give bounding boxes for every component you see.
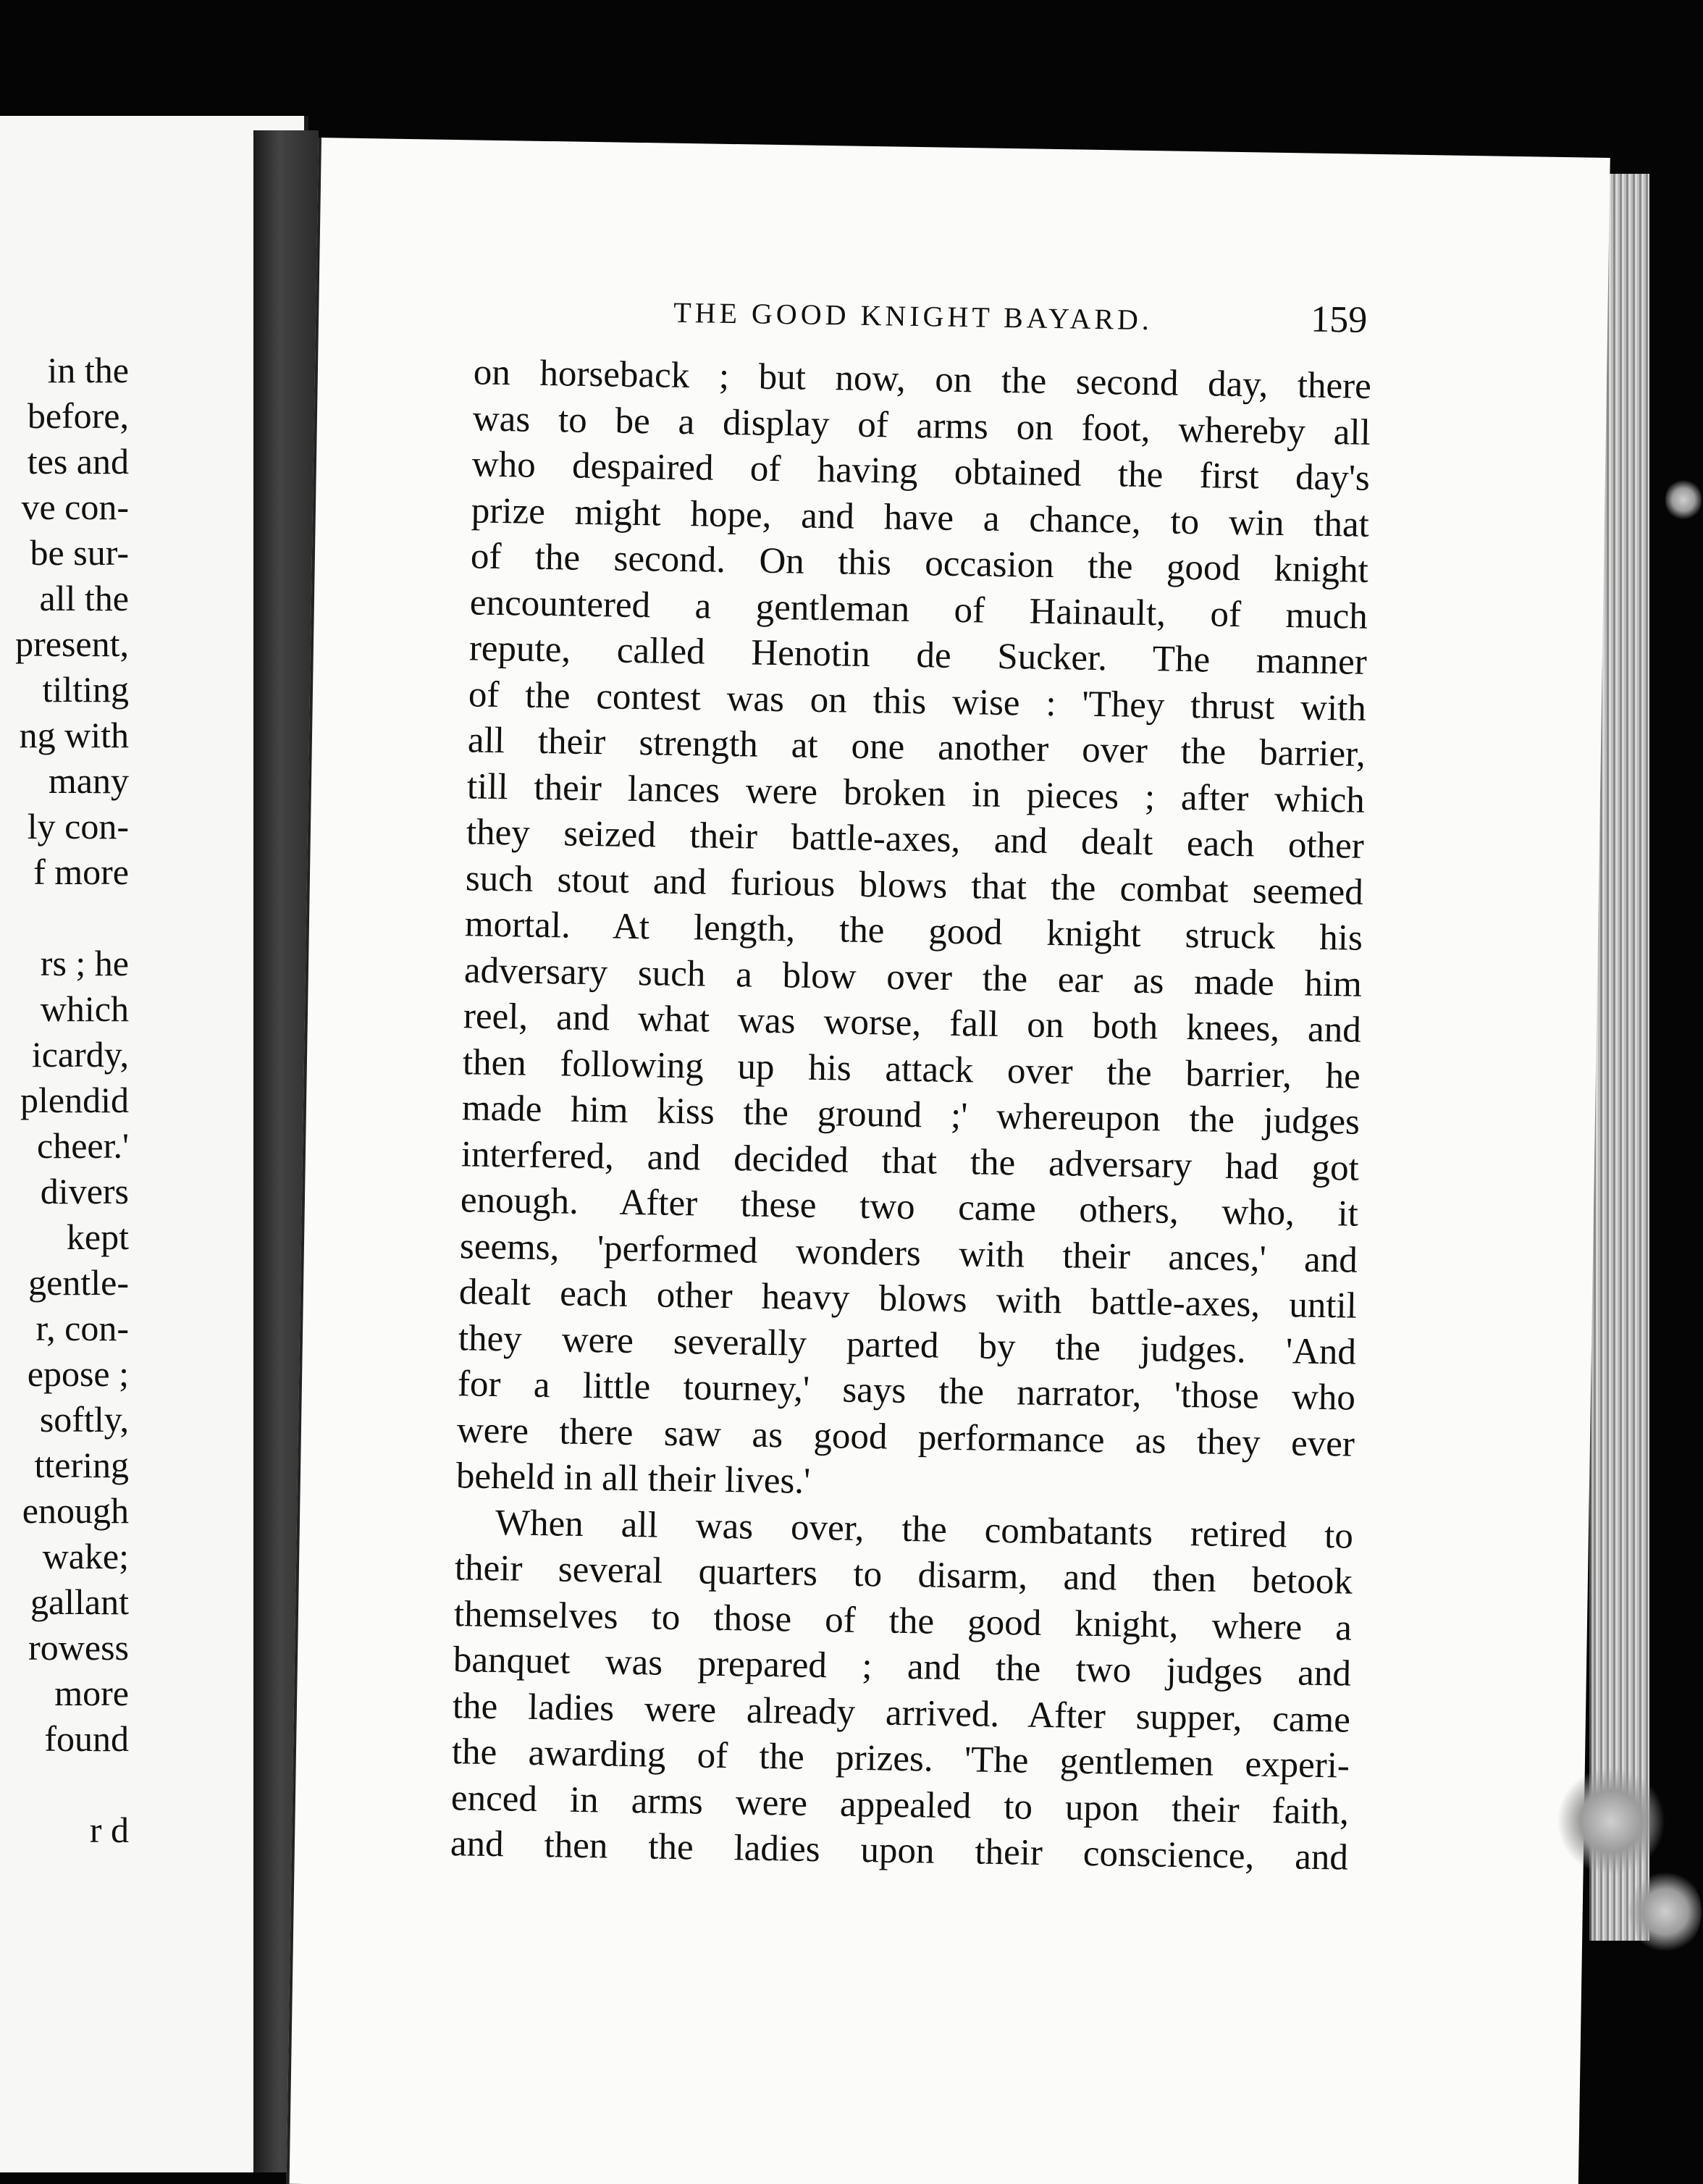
left-line: before, — [27, 395, 129, 436]
text-line: made him kiss the ground ;' whereupon the judges — [461, 1088, 1361, 1143]
text-line: of the contest was on this wise : 'They thrust with — [468, 673, 1367, 729]
text-line: then following up his attack over the barrier, he — [462, 1041, 1361, 1097]
left-line: in the — [47, 350, 129, 390]
text-line: they seized their battle-axes, and dealt each other — [466, 812, 1365, 867]
text-line: who despaired of having obtained the first day's — [471, 444, 1371, 499]
page-number: 159 — [1310, 298, 1368, 341]
text-line: repute, called Henotin de Sucker. The manner — [468, 628, 1368, 683]
left-line: plendid — [20, 1080, 129, 1120]
left-line: all the — [39, 578, 129, 618]
left-line: found — [44, 1718, 129, 1759]
text-line: beheld in all their lives.' — [455, 1456, 811, 1502]
left-line: ng with — [19, 715, 129, 755]
main-page — [287, 138, 1610, 2184]
text-line: such stout and furious blows that the combat seemed — [465, 857, 1364, 913]
left-line: epose ; — [27, 1353, 129, 1394]
text-line: and then the ladies upon their conscience, and — [450, 1823, 1349, 1878]
edge-smudge — [1557, 1767, 1665, 1876]
text-line: enough. After these two came others, who, it — [460, 1180, 1359, 1235]
left-line: present, — [15, 623, 129, 664]
text-line: mortal. At length, the good knight struck his — [464, 904, 1363, 959]
left-line: tilting — [42, 669, 129, 710]
left-line: softly, — [39, 1399, 129, 1440]
text-line: seems, 'performed wonders with their ances,' and — [459, 1225, 1358, 1281]
left-line — [0, 895, 129, 941]
left-line: gallant — [30, 1582, 129, 1622]
left-line: cheer.' — [37, 1125, 129, 1166]
edge-smudge — [1665, 478, 1702, 521]
text-line: all their strength at one another over the barrier, — [467, 720, 1366, 775]
text-line: enced in arms were appealed to upon their faith, — [450, 1777, 1350, 1833]
text-line: banquet was prepared ; and the two judges and — [453, 1639, 1352, 1694]
left-line: divers — [40, 1171, 129, 1211]
left-line: ly con- — [27, 806, 129, 847]
left-line: ttering — [34, 1445, 129, 1485]
text-line: interfered, and decided that the adversary had got — [461, 1133, 1360, 1189]
text-line: their several quarters to disarm, and then betook — [454, 1547, 1353, 1603]
left-line: gentle- — [28, 1262, 129, 1303]
left-line: rowess — [28, 1627, 129, 1668]
left-line: r, con- — [35, 1308, 129, 1348]
text-line: were there saw as good performance as they ever — [456, 1409, 1355, 1465]
text-line: adversary such a blow over the ear as made him — [463, 949, 1363, 1005]
text-line: they were severally parted by the judges. 'And — [458, 1317, 1357, 1373]
text-line: prize might hope, and have a chance, to win that — [471, 490, 1370, 545]
running-head: THE GOOD KNIGHT BAYARD. — [673, 295, 1153, 337]
text-line: When all was over, the combatants retired to — [495, 1502, 1354, 1557]
left-line: tes and — [27, 441, 129, 482]
text-line: the ladies were already arrived. After supper, came — [452, 1685, 1351, 1741]
left-line: be sur- — [30, 532, 129, 573]
text-line: on horseback ; but now, on the second day, there — [473, 352, 1372, 407]
text-line: of the second. On this occasion the good knight — [470, 536, 1369, 591]
left-line: wake; — [42, 1536, 129, 1576]
left-page-text — [0, 348, 129, 1853]
text-line: till their lances were broken in pieces ; after which — [466, 765, 1366, 821]
text-line: themselves to those of the good knight, where a — [453, 1593, 1353, 1649]
edge-smudge — [1629, 1868, 1702, 1955]
text-line: dealt each other heavy blows with battle-axes, until — [458, 1272, 1358, 1327]
left-line: f more — [33, 852, 129, 892]
text-line: for a little tourney,' says the narrator, 'those who — [457, 1364, 1356, 1419]
left-line: icardy, — [31, 1034, 129, 1075]
text-line: reel, and what was worse, fall on both knees, and — [463, 996, 1362, 1051]
left-line: ve con- — [21, 487, 129, 527]
left-line: many — [48, 760, 129, 801]
text-line: the awarding of the prizes. 'The gentlemen experi- — [451, 1731, 1350, 1786]
text-line: encountered a gentleman of Hainault, of much — [469, 581, 1368, 637]
left-line: kept — [66, 1217, 129, 1257]
left-line: which — [40, 988, 129, 1029]
left-line: more — [54, 1673, 129, 1713]
body-text — [450, 350, 1372, 1881]
text-line: was to be a display of arms on foot, whereby all — [472, 398, 1371, 453]
left-line: enough — [22, 1490, 129, 1531]
left-line: r d — [89, 1810, 129, 1850]
left-line: rs ; he — [40, 943, 129, 983]
left-line — [0, 1762, 129, 1807]
